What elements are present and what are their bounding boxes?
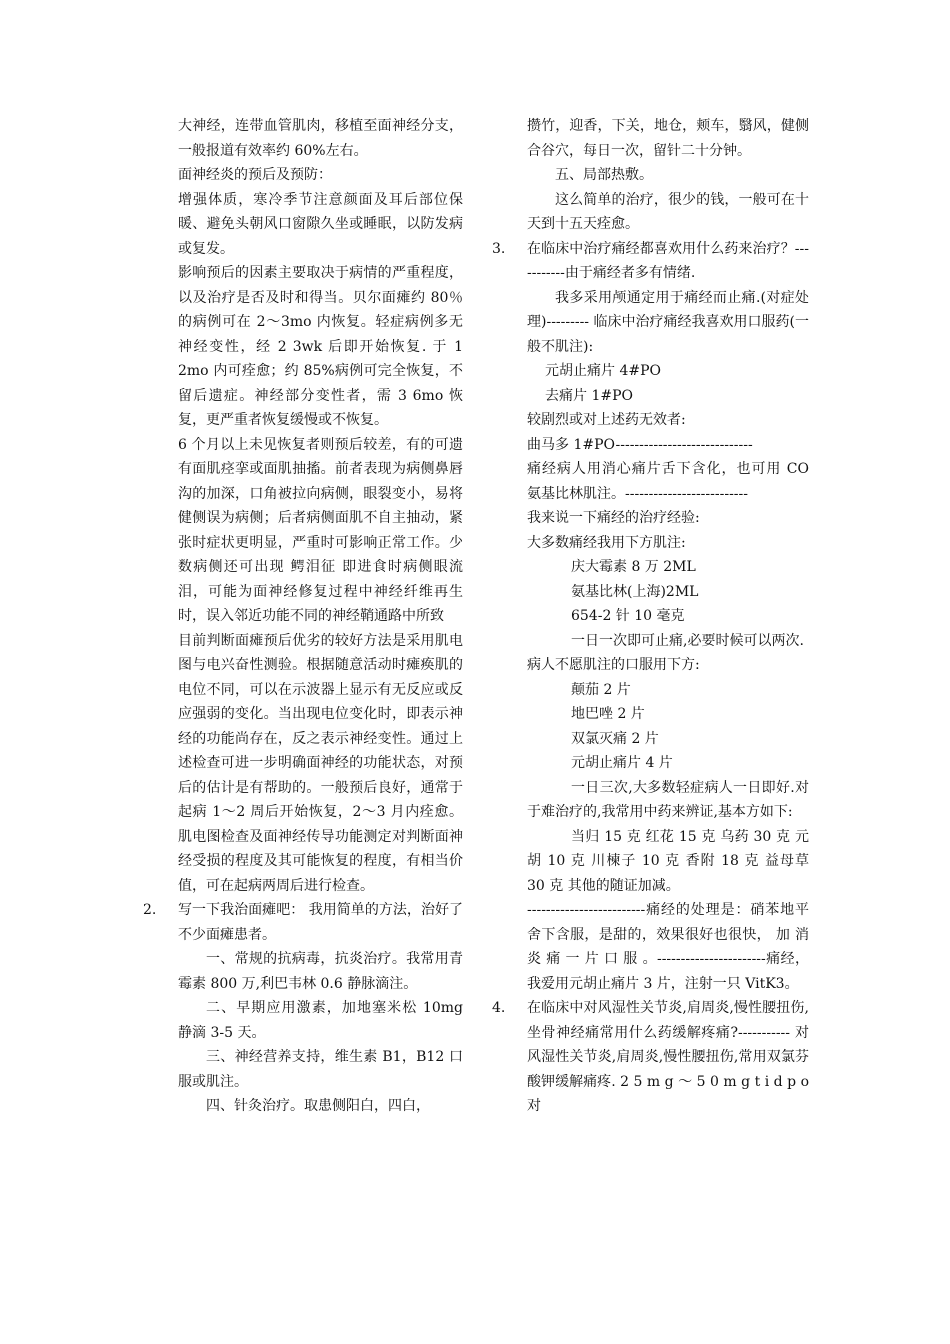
- paragraph-text: 痛经病人用消心痛片舌下含化，也可用 CO 氨基比林肌注。--------------------------: [527, 461, 809, 502]
- paragraph-text: 当归 15 克 红花 15 克 乌药 30 克 元胡 10 克 川楝子 10 克 香附 18 克 益母草 30 克 其他的随证加减。: [527, 828, 809, 894]
- paragraph: [527, 702, 809, 727]
- paragraph-text: 曲马多 1#PO-----------------------------: [527, 436, 753, 453]
- paragraph-text: 颠茄 2 片: [571, 681, 631, 698]
- paragraph-text: 面神经炎的预后及预防：: [178, 167, 332, 183]
- paragraph-text: 攒竹，迎香，下关，地仓，颊车，翳风，健侧合谷穴，每日一次，留针二十分钟。: [527, 118, 809, 159]
- paragraph-text: 影响预后的因素主要取决于病情的严重程度，以及治疗是否及时和得当。贝尔面瘫约 80％的病例可在 2～3mo 内恢复。轻症病例多无神经变性，经 2 3wk 后即开始恢复. 于 1 2mo 内可痊愈；约 85%病例可完全恢复，不留后遗症。神经部分变性者，需 3 6mo 恢复，更严重者恢复缓慢或不恢复。: [178, 265, 463, 428]
- paragraph-text: -------------------------痛经的处理是：硝苯地平舍下含服，是甜的，效果很好也很快， 加 消 炎 痛 一 片 口 服 。-----------------------痛经，我爱用元胡止痛片 3 片，注射一只 VitK3。: [527, 902, 809, 992]
- left-column: [143, 114, 463, 1119]
- paragraph-text: 6 个月以上未见恢复者则预后较差，有的可遗有面肌痉挛或面肌抽搐。前者表现为病侧鼻唇沟的加深，口角被拉向病侧，眼裂变小，易将健侧误为病侧；后者病侧面肌不自主抽动，紧张时症状更明显，严重时可影响正常工作。少数病侧还可出现 鳄泪征 即进食时病侧眼流泪，可能为面神经修复过程中神经纤维再生时，误入邻近功能不同的神经鞘通路中所致: [178, 436, 463, 624]
- paragraph: [527, 580, 809, 605]
- paragraph-text: 654-2 针 10 毫克: [571, 608, 685, 624]
- paragraph: [527, 163, 809, 188]
- numbered-paragraph: [492, 237, 809, 286]
- paragraph-text: 大多数痛经我用下方肌注:: [527, 534, 686, 551]
- paragraph-text: 我多采用颅通定用于痛经而止痛.(对症处理)--------- 临床中治疗痛经我喜欢用口服药(一般不肌注):: [527, 289, 809, 355]
- paragraph: [527, 604, 809, 629]
- paragraph-text: 二、早期应用激素，加地塞米松 10mg 静滴 3-5 天。: [178, 1000, 463, 1041]
- paragraph: [527, 751, 809, 776]
- paragraph: [527, 384, 809, 409]
- list-number: 2.: [143, 902, 157, 918]
- paragraph-text: 病人不愿肌注的口服用下方:: [527, 657, 700, 673]
- paragraph: [527, 188, 809, 237]
- paragraph: [527, 727, 809, 752]
- paragraph-text: 增强体质，寒冷季节注意颜面及耳后部位保暖、避免头朝风口窗隙久坐或睡眠，以防发病或复发。: [178, 191, 463, 257]
- paragraph: [527, 286, 809, 360]
- paragraph: [527, 678, 809, 703]
- paragraph-text: 在临床中治疗痛经都喜欢用什么药来治疗？-----------由于痛经者多有情绪.: [527, 240, 809, 281]
- numbered-paragraph: [143, 898, 463, 947]
- paragraph-text: 我来说一下痛经的治疗经验:: [527, 510, 700, 526]
- paragraph: [178, 629, 463, 899]
- paragraph: [527, 898, 809, 996]
- paragraph: [527, 555, 809, 580]
- paragraph-text: 三、神经营养支持，维生素 B1，B12 口服或肌注。: [178, 1049, 463, 1090]
- paragraph: [527, 114, 809, 163]
- paragraph-text: 元胡止痛片 4#PO: [545, 363, 661, 379]
- paragraph-text: 较剧烈或对上述药无效者:: [527, 412, 686, 428]
- paragraph-text: 氨基比林(上海)2ML: [571, 583, 699, 600]
- paragraph-text: 元胡止痛片 4 片: [571, 755, 673, 771]
- paragraph-text: 庆大霉素 8 万 2ML: [571, 559, 696, 575]
- paragraph: [527, 629, 809, 654]
- list-number: 4.: [492, 1000, 506, 1016]
- list-number: 3.: [492, 240, 506, 257]
- paragraph-text: 去痛片 1#PO: [545, 387, 633, 404]
- paragraph: [178, 433, 463, 629]
- paragraph-text: 在临床中对风湿性关节炎,肩周炎,慢性腰扭伤,坐骨神经痛常用什么药缓解疼痛?----------- 对风湿性关节炎,肩周炎,慢性腰扭伤,常用双氯芬酸钾缓解痛疼. 2 5 m g ～ 5 0 m g t i d p o对: [527, 1000, 809, 1114]
- paragraph: [178, 1045, 463, 1094]
- paragraph: [178, 947, 463, 996]
- paragraph: [527, 506, 809, 531]
- paragraph-text: 双氯灭痛 2 片: [571, 730, 659, 747]
- right-column: [492, 114, 809, 1119]
- paragraph-text: 地巴唑 2 片: [571, 706, 645, 722]
- paragraph: [527, 653, 809, 678]
- paragraph-text: 四、针灸治疗。取患侧阳白，四白，: [206, 1098, 430, 1114]
- paragraph: [527, 531, 809, 556]
- paragraph-text: 五、局部热敷。: [555, 167, 653, 183]
- paragraph-text: 一、常规的抗病毒，抗炎治疗。我常用青霉素 800 万,利巴韦林 0.6 静脉滴注。: [178, 951, 463, 992]
- paragraph-text: 写一下我治面瘫吧： 我用简单的方法，治好了不少面瘫患者。: [178, 902, 463, 943]
- paragraph-text: 大神经，连带血管肌肉，移植至面神经分支，一般报道有效率约 60%左右。: [178, 118, 463, 159]
- paragraph: [527, 359, 809, 384]
- paragraph: [178, 114, 463, 163]
- paragraph: [527, 776, 809, 825]
- paragraph-text: 一日三次,大多数轻症病人一日即好.对于难治疗的,我常用中药来辨证,基本方如下:: [527, 779, 809, 820]
- paragraph: [178, 261, 463, 433]
- paragraph: [178, 188, 463, 262]
- paragraph-text: 目前判断面瘫预后优劣的较好方法是采用肌电图与电兴奋性测验。根据随意活动时瘫痪肌的电位不同，可以在示波器上显示有无反应或反应强弱的变化。当出现电位变化时，即表示神经的功能尚存在，反之表示神经变性。通过上述检查可进一步明确面神经的功能状态，对预后的估计是有帮助的。一般预后良好，通常于起病 1～2 周后开始恢复，2～3 月内痊愈。肌电图检查及面神经传导功能测定对判断面神经受损的程度及其可能恢复的程度，有相当价值，可在起病两周后进行检查。: [178, 632, 463, 894]
- paragraph-text: 这么简单的治疗，很少的钱，一般可在十天到十五天痊愈。: [527, 191, 809, 232]
- paragraph: [178, 996, 463, 1045]
- paragraph: [527, 825, 809, 899]
- paragraph-text: 一日一次即可止痛,必要时候可以两次.: [571, 632, 804, 649]
- paragraph: [178, 1094, 463, 1119]
- paragraph: [178, 163, 463, 188]
- numbered-paragraph: [492, 996, 809, 1119]
- paragraph: [527, 457, 809, 506]
- paragraph: [527, 408, 809, 433]
- paragraph: [527, 433, 809, 458]
